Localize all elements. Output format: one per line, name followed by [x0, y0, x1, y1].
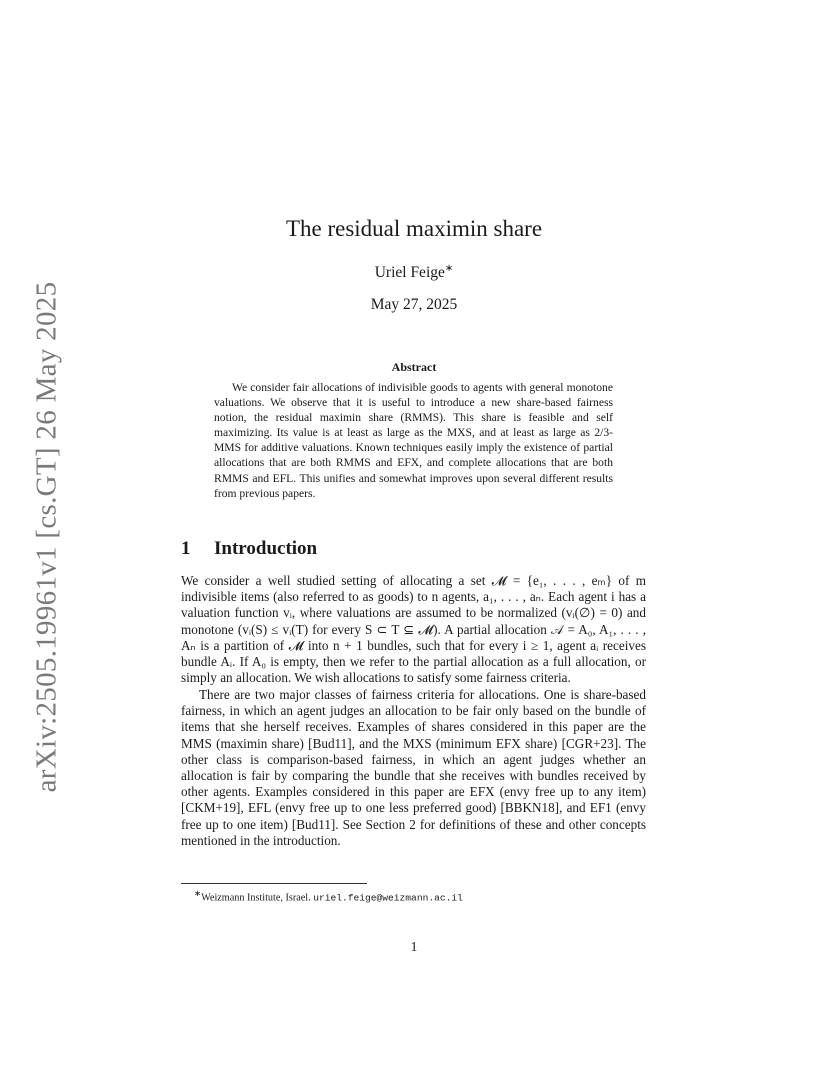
footnote-email: uriel.feige@weizmann.ac.il	[313, 892, 463, 904]
footnote-rule	[181, 883, 367, 884]
section-number: 1	[181, 538, 191, 559]
footnote-mark: ∗	[194, 888, 202, 898]
author-name: Uriel Feige	[374, 264, 445, 282]
arxiv-identifier-stamp: arXiv:2505.19961v1 [cs.GT] 26 May 2025	[30, 281, 63, 793]
footnote	[194, 888, 463, 903]
body-paragraph-2: There are two major classes of fairness criteria for allocations. One is share-based fairness, in which an agent judges an allocation to be fair only based on the bundle of items that she herself receives. Examples of shares considered in this paper are the MMS (maximin share) [Bud11], and the MXS (minimum EFX share) [CGR+23]. The other class is comparison-based fairness, in which an agent judges whether an allocation is fair by comparing the bundle that she receives with bundles received by other agents. Examples considered in this paper are EFX (envy free up to any item) [CKM+19], EFL (envy free up to one less preferred good) [BBKN18], and EF1 (envy free up to one item) [Bud11]. See Section 2 for definitions of these and other concepts mentioned in the introduction.	[181, 687, 646, 848]
section-title: Introduction	[214, 538, 318, 559]
author-line	[0, 263, 828, 282]
page-number: 1	[410, 939, 418, 954]
paper-title: The residual maximin share	[285, 216, 543, 241]
author-footnote-mark: ∗	[444, 263, 454, 274]
paper-date: May 27, 2025	[370, 296, 458, 313]
section-heading	[181, 538, 317, 560]
footnote-affiliation: Weizmann Institute, Israel.	[201, 892, 311, 904]
abstract-heading: Abstract	[391, 360, 437, 374]
abstract-text: We consider fair allocations of indivisible goods to agents with general monotone valuations. We observe that it is useful to introduce a new share-based fairness notion, the residual maximin share (RMMS). This share is feasible and self maximizing. Its value is at least as large as the MXS, and at least as large as 2/3-MMS for additive valuations. Known techniques easily imply the existence of partial allocations that are both RMMS and EFX, and complete allocations that are both RMMS and EFL. This unifies and somewhat improves upon several different results from previous papers.	[214, 381, 613, 500]
body-paragraph-1: We consider a well studied setting of allocating a set 𝓜 = {e₁, . . . , eₘ} of m indivisible items (also referred to as goods) to n agents, a₁, . . . , aₙ. Each agent i has a valuation function vᵢ, where valuations are assumed to be normalized (vᵢ(∅) = 0) and monotone (vᵢ(S) ≤ vᵢ(T) for every S ⊂ T ⊆ 𝓜). A partial allocation 𝒜 = A₀, A₁, . . . , Aₙ is a partition of 𝓜 into n + 1 bundles, such that for every i ≥ 1, agent aᵢ receives bundle Aᵢ. If A₀ is empty, then we refer to the partial allocation as a full allocation, or simply an allocation. We wish allocations to satisfy some fairness criteria.	[181, 573, 646, 686]
